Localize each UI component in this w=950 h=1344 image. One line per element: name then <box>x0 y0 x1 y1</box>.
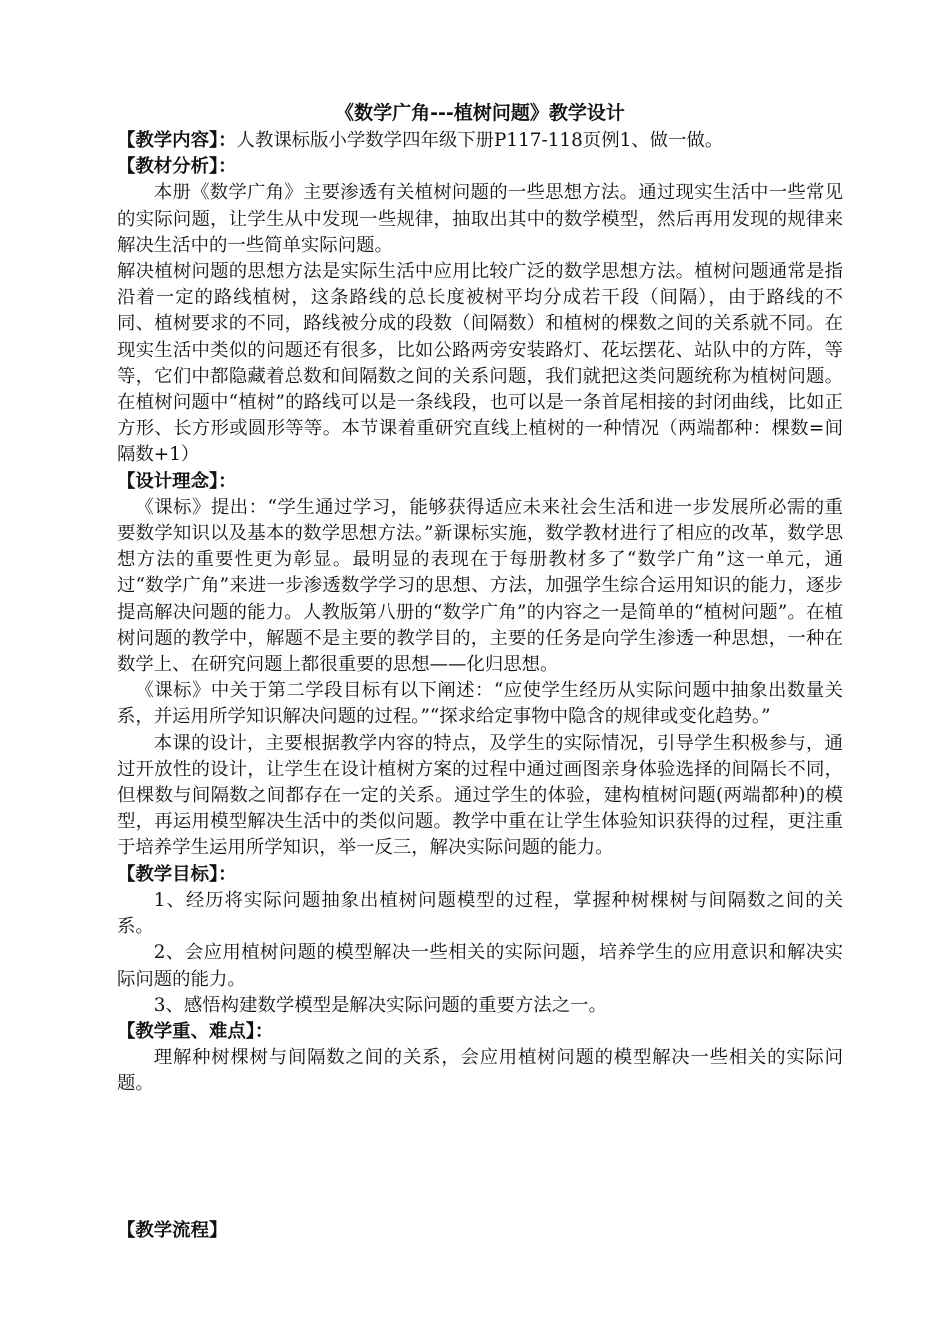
analysis-paragraph-1: 本册《数学广角》主要渗透有关植树问题的一些思想方法。通过现实生活中一些常见的实际问题，让学生从中发现一些规律，抽取出其中的数学模型，然后再用发现的规律来解决生活中的一些简单实际问题。 <box>117 182 843 256</box>
keypoints-label: 【教学重、难点】： <box>117 1020 274 1042</box>
document-title: 《数学广角---植树问题》教学设计 <box>335 102 625 124</box>
goal-item-1: 1、经历将实际问题抽象出植树问题模型的过程，掌握种树棵树与间隔数之间的关系。 <box>117 889 843 938</box>
content-text: 人教课标版小学数学四年级下册P117-118页例1、做一做。 <box>236 130 724 151</box>
keypoints-text: 理解种树棵树与间隔数之间的关系，会应用植树问题的模型解决一些相关的实际问题。 <box>117 1047 843 1095</box>
design-paragraph-1: 《课标》提出：“学生通过学习，能够获得适应未来社会生活和进一步发展所必需的重要数学知识以及基本的数学思想方法。”新课标实施，数学教材进行了相应的改革，数学思想方法的重要性更为彰显。最明显的表现在于每册教材多了“数学广角”这一单元，通过“数学广角”来进一步渗透数学学习的思想、方法，加强学生综合运用知识的能力，逐步提高解决问题的能力。人教版第八册的“数学广角”的内容之一是简单的“植树问题”。在植树问题的教学中，解题不是主要的教学目的，主要的任务是向学生渗透一种思想，一种在数学上、在研究问题上都很重要的思想——化归思想。 <box>117 496 843 676</box>
goal-item-2: 2、会应用植树问题的模型解决一些相关的实际问题，培养学生的应用意识和解决实际问题的能力。 <box>117 942 843 990</box>
content-label: 【教学内容】： <box>117 130 237 151</box>
goals-label: 【教学目标】： <box>117 863 237 885</box>
design-label: 【设计理念】： <box>117 470 237 492</box>
design-paragraph-2: 《课标》中关于第二学段目标有以下阐述：“应使学生经历从实际问题中抽象出数量关系，并运用所学知识解决问题的过程。”“探求给定事物中隐含的规律或变化趋势。” <box>117 680 843 728</box>
goal-item-3: 3、感悟构建数学模型是解决实际问题的重要方法之一。 <box>153 994 607 1016</box>
process-label: 【教学流程】 <box>117 1220 228 1241</box>
analysis-paragraph-2: 解决植树问题的思想方法是实际生活中应用比较广泛的数学思想方法。植树问题通常是指沿着一定的路线植树，这条路线的总长度被树平均分成若干段（间隔），由于路线的不同、植树要求的不同，路线被分成的段数（间隔数）和植树的棵数之间的关系就不同。在现实生活中类似的问题还有很多，比如公路两旁安装路灯、花坛摆花、站队中的方阵，等等，它们中都隐藏着总数和间隔数之间的关系问题，我们就把这类问题统称为植树问题。在植树问题中“植树”的路线可以是一条线段，也可以是一条首尾相接的封闭曲线，比如正方形、长方形或圆形等等。本节课着重研究直线上植树的一种情况（两端都种：棵数=间隔数+1） <box>117 261 843 466</box>
content-section <box>117 128 843 154</box>
design-paragraph-3: 本课的设计，主要根据教学内容的特点，及学生的实际情况，引导学生积极参与，通过开放性的设计，让学生在设计植树方案的过程中通过画图亲身体验选择的间隔长不同，但棵数与间隔数之间都存在一定的关系。通过学生的体验，建构植树问题(两端都种)的模型，再运用模型解决生活中的类似问题。教学中重在让学生体验知识获得的过程，更注重于培养学生运用所学知识，举一反三，解决实际问题的能力。 <box>117 732 843 859</box>
analysis-label: 【教材分析】： <box>117 156 237 178</box>
document-body <box>117 100 843 1098</box>
